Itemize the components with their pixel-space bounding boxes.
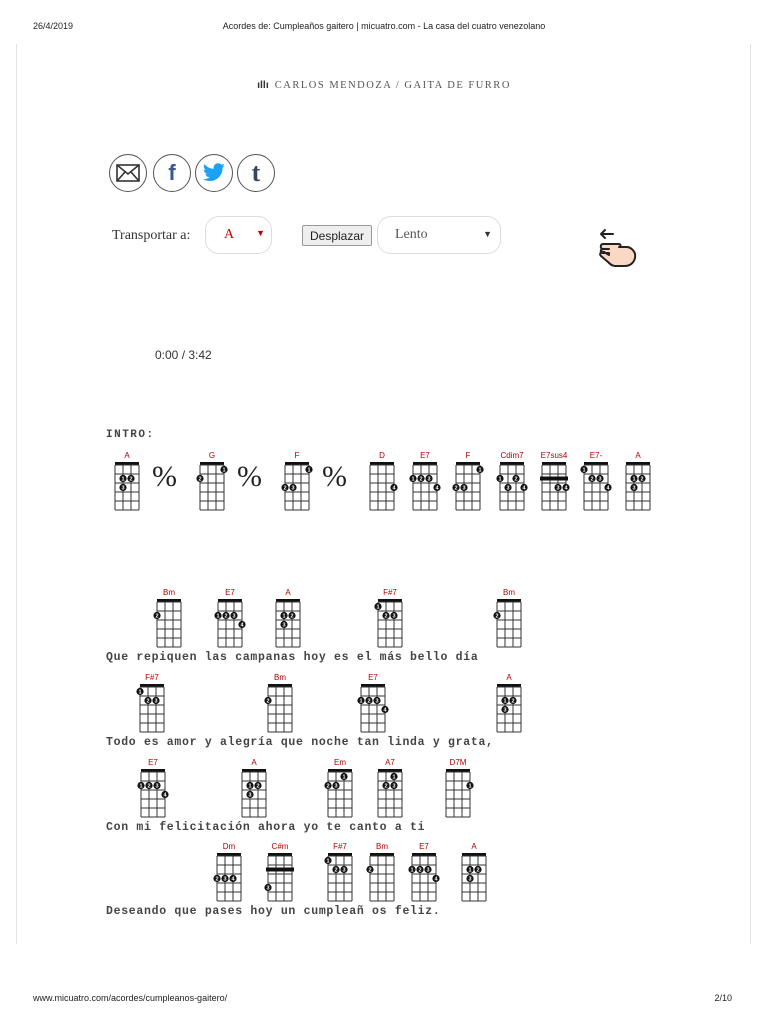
envelope-icon	[116, 164, 140, 182]
chord-diagram[interactable]	[374, 758, 408, 818]
chord-diagram[interactable]	[580, 451, 614, 511]
chord-name: E7	[225, 588, 235, 597]
chord-name: Bm	[274, 673, 286, 682]
finger-number: 1	[468, 867, 472, 874]
finger-number: 1	[121, 476, 125, 483]
fretboard-grid	[214, 598, 248, 648]
fretboard-grid	[272, 598, 306, 648]
fretboard-grid	[538, 461, 572, 511]
chord-diagram[interactable]	[137, 758, 171, 818]
finger-number: 3	[375, 698, 379, 705]
barre-marker	[266, 868, 294, 872]
finger-number: 2	[266, 698, 270, 705]
finger-number: 2	[511, 698, 515, 705]
fretboard-grid	[493, 683, 527, 733]
scroll-button[interactable]: Desplazar	[302, 225, 372, 246]
chord-diagram[interactable]	[622, 451, 656, 511]
finger-number: 3	[282, 622, 286, 629]
chord-name: Dm	[222, 842, 236, 851]
intro-label: INTRO:	[106, 429, 155, 441]
chord-diagram[interactable]	[238, 758, 272, 818]
finger-number: 2	[326, 783, 330, 790]
finger-number: 3	[223, 876, 227, 883]
finger-number: 2	[198, 476, 202, 483]
lyric-line: Que repiquen las campanas hoy es el más bello día	[106, 651, 479, 664]
finger-number: 2	[418, 867, 422, 874]
finger-number: 2	[129, 476, 133, 483]
finger-number: 3	[462, 485, 466, 492]
finger-number: 3	[248, 792, 252, 799]
chord-diagram[interactable]	[493, 673, 527, 733]
finger-number: 2	[224, 613, 228, 620]
fretboard-grid	[408, 852, 442, 902]
fretboard-grid	[493, 598, 527, 648]
chord-name: Em	[334, 758, 346, 767]
finger-number: 2	[384, 613, 388, 620]
finger-number: 2	[590, 476, 594, 483]
chord-name: F	[294, 451, 300, 460]
fretboard-grid	[442, 768, 476, 818]
chord-name: E7	[148, 758, 158, 767]
repeat-symbol: %	[237, 460, 262, 493]
fretboard-grid	[137, 768, 171, 818]
chord-name: A	[506, 673, 512, 682]
chord-diagram[interactable]	[213, 842, 247, 902]
chord-diagram[interactable]	[281, 451, 315, 511]
finger-number: 3	[598, 476, 602, 483]
artist-line[interactable]	[0, 79, 768, 91]
finger-number: 4	[392, 485, 396, 492]
tumblr-icon: t	[251, 158, 261, 187]
chord-name: Cdim7	[500, 451, 524, 460]
finger-number: 1	[342, 774, 346, 781]
finger-number: 4	[564, 485, 568, 492]
chevron-down-icon: ▼	[256, 228, 265, 238]
fretboard-grid	[111, 461, 145, 511]
twitter-share-button[interactable]	[195, 154, 233, 192]
finger-number: 4	[606, 485, 610, 492]
finger-number: 2	[514, 476, 518, 483]
fretboard-grid	[452, 461, 486, 511]
fretboard-grid	[264, 852, 298, 902]
finger-number: 4	[435, 485, 439, 492]
finger-number: 1	[138, 689, 142, 696]
finger-number: 4	[240, 622, 244, 629]
finger-number: 1	[411, 476, 415, 483]
fretboard-grid	[213, 852, 247, 902]
finger-number: 3	[291, 485, 295, 492]
chord-name: E7	[420, 451, 430, 460]
finger-number: 2	[454, 485, 458, 492]
finger-number: 3	[427, 476, 431, 483]
finger-number: 3	[334, 783, 338, 790]
chord-name: C#m	[271, 842, 289, 851]
finger-number: 2	[283, 485, 287, 492]
finger-number: 2	[334, 867, 338, 874]
chord-diagram[interactable]	[272, 588, 306, 648]
finger-number: 1	[307, 467, 311, 474]
fretboard-grid	[366, 852, 400, 902]
finger-number: 1	[582, 467, 586, 474]
finger-number: 2	[384, 783, 388, 790]
scroll-speed-select[interactable]	[377, 216, 501, 254]
fretboard-grid	[264, 683, 298, 733]
finger-number: 1	[503, 698, 507, 705]
chord-diagram[interactable]	[136, 673, 170, 733]
fretboard-grid	[374, 768, 408, 818]
swipe-hand-icon[interactable]	[597, 226, 641, 270]
finger-number: 1	[632, 476, 636, 483]
finger-number: 3	[342, 867, 346, 874]
chord-diagram[interactable]	[324, 758, 358, 818]
chord-diagram[interactable]	[493, 588, 527, 648]
chord-diagram[interactable]	[196, 451, 230, 511]
finger-number: 2	[155, 613, 159, 620]
barre-marker	[540, 477, 568, 481]
chord-diagram[interactable]	[264, 842, 298, 902]
fretboard-grid	[281, 461, 315, 511]
chord-name: E7	[419, 842, 429, 851]
chord-name: A7	[385, 758, 395, 767]
fretboard-grid	[458, 852, 492, 902]
finger-number: 2	[256, 783, 260, 790]
chord-diagram[interactable]	[452, 451, 486, 511]
fretboard-grid	[324, 852, 358, 902]
finger-number: 1	[248, 783, 252, 790]
chord-name: G	[208, 451, 216, 460]
chord-name: D7M	[449, 758, 467, 767]
content-border-left	[16, 44, 17, 944]
chord-diagram[interactable]	[357, 673, 391, 733]
fretboard-grid	[136, 683, 170, 733]
finger-number: 2	[146, 698, 150, 705]
fretboard-grid	[622, 461, 656, 511]
chord-diagram[interactable]	[324, 842, 358, 902]
finger-number: 1	[139, 783, 143, 790]
chord-name: Bm	[503, 588, 515, 597]
finger-number: 4	[522, 485, 526, 492]
chord-diagram[interactable]	[409, 451, 443, 511]
finger-number: 2	[290, 613, 294, 620]
audio-time[interactable]: 0:00 / 3:42	[155, 348, 212, 362]
chord-name: F#7	[145, 673, 159, 682]
chord-name: F	[465, 451, 471, 460]
chord-name: E7	[368, 673, 378, 682]
chord-name: A	[635, 451, 641, 460]
print-page-title: Acordes de: Cumpleaños gaitero | micuatro.com - La casa del cuatro venezolano	[222, 21, 546, 31]
chord-diagram[interactable]	[214, 588, 248, 648]
chord-name: A	[285, 588, 291, 597]
finger-number: 1	[326, 858, 330, 865]
finger-number: 2	[147, 783, 151, 790]
finger-number: 1	[376, 604, 380, 611]
finger-number: 2	[419, 476, 423, 483]
finger-number: 4	[163, 792, 167, 799]
chord-name: D	[379, 451, 385, 460]
finger-number: 1	[478, 467, 482, 474]
chord-diagram[interactable]	[374, 588, 408, 648]
finger-number: 3	[426, 867, 430, 874]
finger-number: 1	[216, 613, 220, 620]
fretboard-grid	[366, 461, 400, 511]
lyric-line: Deseando que pases hoy un cumpleañ os feliz.	[106, 905, 441, 918]
content-border-right	[750, 44, 751, 944]
fretboard-grid	[374, 598, 408, 648]
finger-number: 4	[231, 876, 235, 883]
print-page-number: 2/10	[714, 993, 732, 1003]
chord-diagram[interactable]	[111, 451, 145, 511]
chord-name: Bm	[376, 842, 388, 851]
finger-number: 3	[468, 876, 472, 883]
chord-diagram[interactable]	[366, 451, 400, 511]
fretboard-grid	[496, 461, 530, 511]
scroll-speed-value: Lento	[395, 227, 428, 242]
finger-number: 3	[506, 485, 510, 492]
lyric-line: Con mi felicitación ahora yo te canto a ti	[106, 821, 426, 834]
finger-number: 2	[367, 698, 371, 705]
fretboard-grid	[238, 768, 272, 818]
print-url: www.micuatro.com/acordes/cumpleanos-gaitero/	[33, 993, 228, 1003]
chord-name: A	[471, 842, 477, 851]
finger-number: 3	[503, 707, 507, 714]
music-bars-icon: ıllı	[257, 79, 269, 91]
chord-name: E7-	[589, 451, 603, 460]
lyric-line: Todo es amor y alegría que noche tan linda y grata,	[106, 736, 494, 749]
transpose-select[interactable]	[205, 216, 272, 254]
facebook-icon: f	[168, 160, 176, 185]
finger-number: 3	[556, 485, 560, 492]
finger-number: 1	[498, 476, 502, 483]
chord-diagram[interactable]	[496, 451, 530, 511]
repeat-symbol: %	[322, 460, 347, 493]
chord-diagram[interactable]	[442, 758, 476, 818]
finger-number: 1	[359, 698, 363, 705]
fretboard-grid	[324, 768, 358, 818]
fretboard-grid	[196, 461, 230, 511]
finger-number: 2	[215, 876, 219, 883]
finger-number: 1	[410, 867, 414, 874]
email-share-button[interactable]	[109, 154, 147, 192]
chord-diagram[interactable]	[538, 451, 572, 511]
finger-number: 3	[232, 613, 236, 620]
finger-number: 3	[266, 885, 270, 892]
finger-number: 3	[121, 485, 125, 492]
chord-diagram[interactable]	[153, 588, 187, 648]
finger-number: 3	[632, 485, 636, 492]
chord-name: F#7	[383, 588, 397, 597]
finger-number: 1	[222, 467, 226, 474]
fretboard-grid	[153, 598, 187, 648]
finger-number: 3	[154, 698, 158, 705]
finger-number: 2	[476, 867, 480, 874]
chord-name: E7sus4	[540, 451, 568, 460]
chord-name: Bm	[163, 588, 175, 597]
fretboard-grid	[580, 461, 614, 511]
finger-number: 4	[434, 876, 438, 883]
finger-number: 4	[383, 707, 387, 714]
finger-number: 2	[495, 613, 499, 620]
finger-number: 3	[392, 783, 396, 790]
repeat-symbol: %	[152, 460, 177, 493]
fretboard-grid	[357, 683, 391, 733]
finger-number: 3	[155, 783, 159, 790]
chord-diagram[interactable]	[408, 842, 442, 902]
finger-number: 1	[392, 774, 396, 781]
transpose-value: A	[224, 227, 235, 242]
artist-text: CARLOS MENDOZA / GAITA DE FURRO	[274, 80, 511, 91]
fretboard-grid	[409, 461, 443, 511]
chord-name: F#7	[333, 842, 347, 851]
chord-diagram[interactable]	[458, 842, 492, 902]
chevron-down-icon: ▼	[483, 229, 492, 239]
finger-number: 1	[468, 783, 472, 790]
print-date: 26/4/2019	[33, 21, 74, 31]
finger-number: 3	[392, 613, 396, 620]
chord-diagram[interactable]	[366, 842, 400, 902]
chord-name: A	[251, 758, 257, 767]
tumblr-share-button[interactable]	[237, 154, 275, 192]
finger-number: 2	[368, 867, 372, 874]
finger-number: 1	[282, 613, 286, 620]
facebook-share-button[interactable]	[153, 154, 191, 192]
twitter-icon	[202, 163, 226, 183]
chord-name: A	[124, 451, 130, 460]
transpose-label: Transportar a:	[112, 228, 191, 243]
chord-diagram[interactable]	[264, 673, 298, 733]
finger-number: 2	[640, 476, 644, 483]
